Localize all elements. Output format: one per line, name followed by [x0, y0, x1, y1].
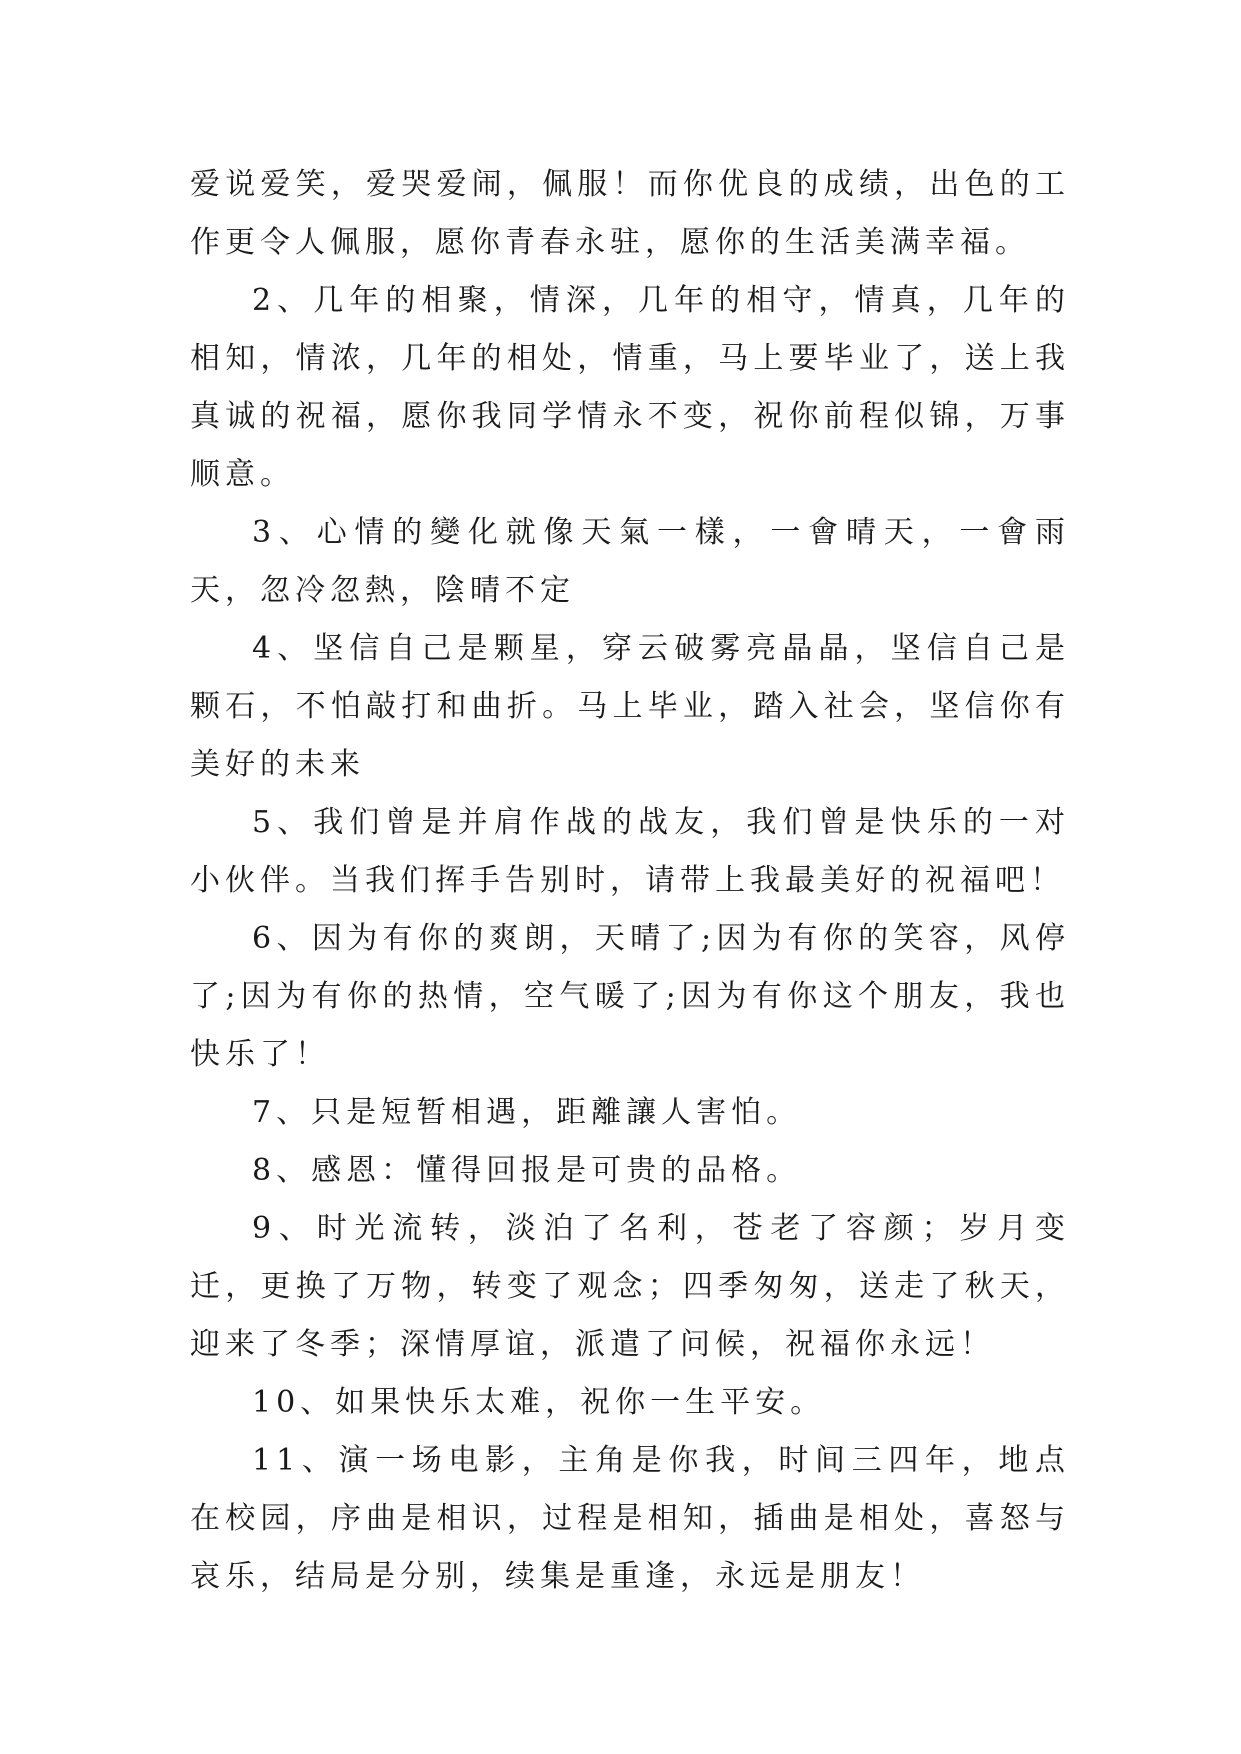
- paragraph-item-4: 4、坚信自己是颗星，穿云破雾亮晶晶，坚信自己是颗石，不怕敲打和曲折。马上毕业，踏入社会，坚信你有美好的未来: [190, 631, 1070, 782]
- paragraph-continuation: 爱说爱笑，爱哭爱闹，佩服！而你优良的成绩，出色的工作更令人佩服，愿你青春永驻，愿你的生活美满幸福。: [190, 167, 1070, 260]
- paragraph-item-5: 5、我们曾是并肩作战的战友，我们曾是快乐的一对小伙伴。当我们挥手告别时，请带上我最美好的祝福吧！: [190, 805, 1070, 898]
- document-body: [190, 156, 1070, 1606]
- paragraph-item-8: 8、感恩：懂得回报是可贵的品格。: [252, 1153, 802, 1188]
- paragraph-item-9: 9、时光流转，淡泊了名利，苍老了容颜；岁月变迁，更换了万物，转变了观念；四季匆匆，送走了秋天，迎来了冬季；深情厚谊，派遣了问候，祝福你永远！: [190, 1211, 1070, 1362]
- paragraph-item-6: 6、因为有你的爽朗，天晴了;因为有你的笑容，风停了;因为有你的热情，空气暖了;因为有你这个朋友，我也快乐了！: [190, 921, 1070, 1072]
- paragraph-item-3: 3、心情的變化就像天氣一樣，一會晴天，一會雨天，忽冷忽熱，陰晴不定: [190, 515, 1070, 608]
- paragraph-item-11: 11、演一场电影，主角是你我，时间三四年，地点在校园，序曲是相识，过程是相知，插曲是相处，喜怒与哀乐，结局是分别，续集是重逢，永远是朋友！: [190, 1443, 1070, 1594]
- paragraph-item-7: 7、只是短暂相遇，距離讓人害怕。: [252, 1095, 802, 1130]
- paragraph-item-10: 10、如果快乐太难，祝你一生平安。: [252, 1385, 826, 1420]
- paragraph-item-2: 2、几年的相聚，情深，几年的相守，情真，几年的相知，情浓，几年的相处，情重，马上要毕业了，送上我真诚的祝福，愿你我同学情永不变，祝你前程似锦，万事顺意。: [190, 283, 1070, 492]
